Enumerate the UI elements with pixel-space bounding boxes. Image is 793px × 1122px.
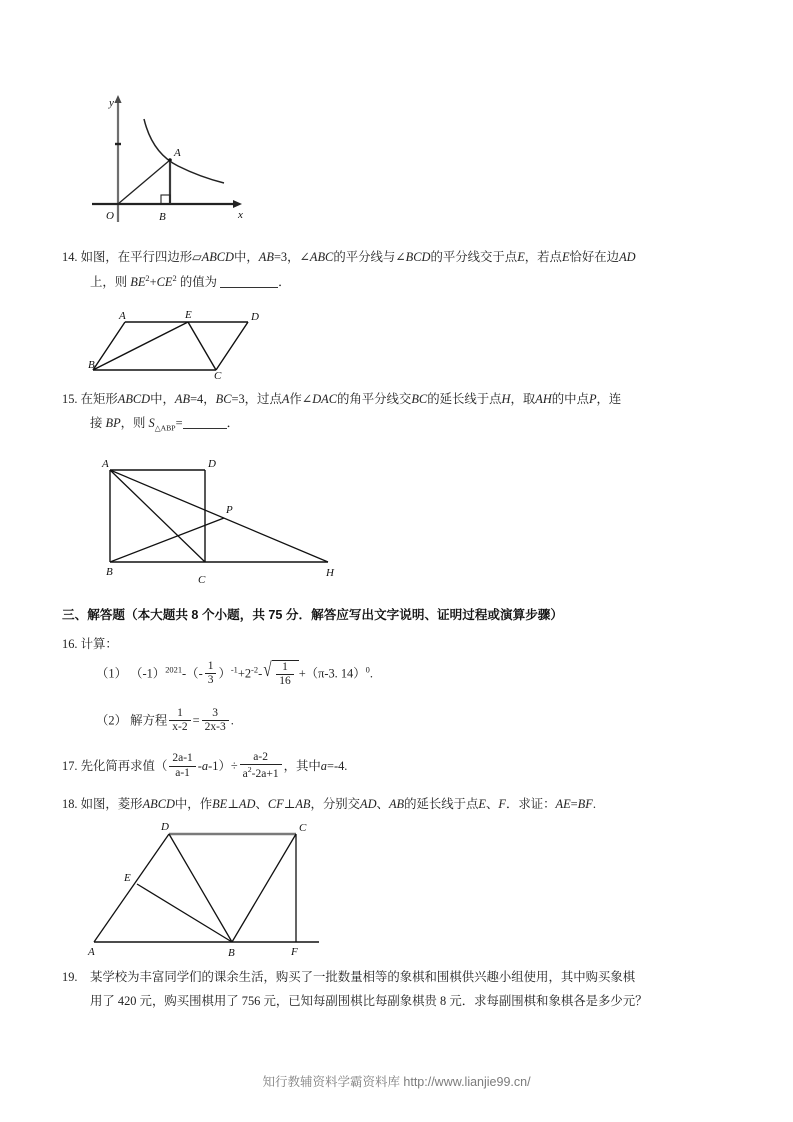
q15-fig-label-c: C xyxy=(198,574,206,586)
q14-be-exponent: 2 xyxy=(145,272,150,283)
q14-plus: + xyxy=(149,274,157,289)
q18-bf: BF xyxy=(577,797,593,811)
q15-bp: BP xyxy=(105,415,121,430)
q16-neg-one: （-1） xyxy=(130,666,166,681)
q14-period: ． xyxy=(278,274,291,289)
q18-fig-label-e: E xyxy=(124,872,131,884)
q14-fig-label-d: D xyxy=(251,311,259,323)
q16-exp-2021: 2021 xyxy=(165,664,183,675)
q16-lhs-denominator: x-2 xyxy=(172,721,188,734)
q16-close-paren: ） xyxy=(218,666,231,681)
q16-exp-0: 0 xyxy=(365,664,370,675)
q15-number: 15. xyxy=(62,392,78,406)
q14-angle-abc: ABC xyxy=(309,250,334,264)
q16-title: 计算： xyxy=(80,637,118,651)
q16-part1-period: . xyxy=(369,666,373,681)
q16-part2-rhs-fraction xyxy=(202,707,229,734)
q15-t10: ，连 xyxy=(596,392,622,406)
q18-t7: 、 xyxy=(376,797,389,811)
q16-sqrt-denominator: 16 xyxy=(279,675,291,688)
q14-point-e-2: E xyxy=(561,250,570,264)
q18-ae: AE xyxy=(555,797,571,811)
q14-ce-exponent: 2 xyxy=(172,272,177,283)
q18-t9: 、 xyxy=(486,797,499,811)
q17-f2-denominator xyxy=(240,765,282,781)
q18-t5: ⊥ xyxy=(283,797,296,811)
q14-ab-value: =3，∠ xyxy=(273,250,310,264)
figure13-label-y: y xyxy=(109,97,114,109)
q15-l2a: 接 xyxy=(90,415,103,430)
figure-rhombus-abcd xyxy=(84,818,334,958)
q15-ah: AH xyxy=(535,392,552,406)
q19-number: 19. xyxy=(62,970,78,984)
q18-fig-label-d: D xyxy=(161,821,169,833)
q18-be: BE xyxy=(212,797,228,811)
q16-part2-lhs-fraction xyxy=(169,707,190,734)
q18-t2: 中，作 xyxy=(174,797,213,811)
page-footer: 知行教辅资料学霸资料库 http://www.lianjie99.cn/ xyxy=(262,1075,531,1089)
q14-text-7: 上，则 xyxy=(90,274,128,289)
q16-minus1: -（- xyxy=(182,666,203,681)
q16-frac1-numerator: 1 xyxy=(205,660,217,674)
q15-equals: = xyxy=(175,415,183,430)
q14-abcd: ABCD xyxy=(201,250,235,264)
q15-fig-label-h: H xyxy=(326,567,334,579)
q18-t3: ⊥ xyxy=(227,797,239,811)
q15-area-subscript: △ABP xyxy=(154,423,176,433)
figure13-label-x: x xyxy=(238,209,243,221)
q15-period: ． xyxy=(226,415,239,430)
q15-fig-label-p: P xyxy=(226,504,233,516)
q16-plus-2: +2 xyxy=(237,666,252,681)
q16-part-1 xyxy=(96,660,756,689)
q17-f2-den-exponent: 2 xyxy=(247,765,252,775)
q15-t3: =4， xyxy=(190,392,216,406)
q14-fig-label-c: C xyxy=(214,370,222,380)
q14-text-5: ，若点 xyxy=(524,250,562,264)
q17-variable-a: a xyxy=(201,758,209,773)
q15-t8: ，取 xyxy=(510,392,536,406)
q14-ad: AD xyxy=(619,250,636,264)
q16-line1 xyxy=(62,633,752,657)
q17-t4: ，其中 xyxy=(283,758,321,773)
q15-t1: 在矩形 xyxy=(80,392,118,406)
q19-line2: 用了 420 元，购买围棋用了 756 元，已知每副围棋比每副象棋贵 8 元．求每副围棋和象棋各是多少元？ xyxy=(90,993,648,1008)
q18-t12: . xyxy=(592,797,596,811)
q18-ab: AB xyxy=(295,797,311,811)
q15-angle-dac: DAC xyxy=(312,392,337,406)
q18-number: 18. xyxy=(62,797,78,811)
q16-minus-sqrt: - xyxy=(258,666,263,681)
q16-part2-equals: = xyxy=(192,713,200,728)
q14-line1 xyxy=(62,246,752,270)
q15-ab: AB xyxy=(174,392,191,406)
q14-line2 xyxy=(62,270,752,295)
q18-t1: 如图，菱形 xyxy=(80,797,143,811)
q16-fraction-one-third xyxy=(205,660,217,687)
q16-lhs-numerator: 1 xyxy=(169,707,190,721)
q15-answer-blank[interactable] xyxy=(183,416,227,429)
q16-part2-text: 解方程 xyxy=(130,713,168,728)
q18-fig-label-b: B xyxy=(228,947,235,958)
q16-part1-label: （1） xyxy=(96,666,127,681)
q15-area-symbol: S xyxy=(148,415,155,430)
q19-line1: 某学校为丰富同学们的课余生活，购买了一批数量相等的象棋和围棋供兴趣小组使用，其中购买象棋 xyxy=(90,970,636,984)
q19-number-wrap xyxy=(62,966,78,990)
q14-point-e: E xyxy=(517,250,525,264)
q14-answer-blank[interactable] xyxy=(220,275,278,288)
q14-angle-bcd: BCD xyxy=(405,250,431,264)
question-18 xyxy=(62,793,762,817)
q14-number: 14. xyxy=(62,250,78,264)
section-3-heading: 三、解答题（本大题共 8 个小题，共 75 分．解答应写出文字说明、证明过程或演算步骤） xyxy=(62,608,563,622)
q18-fig-label-c: C xyxy=(299,822,307,834)
q16-exp-minus1: -1 xyxy=(230,664,238,675)
q17-f2-den-a: a xyxy=(242,768,248,781)
radical-icon: √ xyxy=(263,659,272,681)
q18-ad-2: AD xyxy=(360,797,377,811)
q14-text-3: 的平分线与∠ xyxy=(333,250,406,264)
q15-bc-2: BC xyxy=(411,392,428,406)
figure-parallelogram-abcd xyxy=(88,308,268,380)
q17-f2-numerator: a-2 xyxy=(240,751,282,765)
q18-t6: ，分别交 xyxy=(310,797,361,811)
q18-t11: = xyxy=(570,797,578,811)
q15-t6: 的角平分线交 xyxy=(337,392,412,406)
q16-part2-label: （2） xyxy=(96,713,127,728)
q15-t5: 作∠ xyxy=(289,392,313,406)
q14-fig-label-e: E xyxy=(185,309,192,321)
q18-t4: 、 xyxy=(255,797,268,811)
q15-line1 xyxy=(62,388,752,412)
q15-abcd: ABCD xyxy=(117,392,151,406)
figure-rectangle-abcd-h xyxy=(80,452,365,587)
q15-fig-label-b: B xyxy=(106,566,113,578)
q15-t2: 中， xyxy=(150,392,175,406)
q17-t1: 先化简再求值（ xyxy=(80,758,168,773)
q14-text-4: 的平分线交于点 xyxy=(430,250,518,264)
q18-point-f: F xyxy=(498,797,506,811)
q14-text-1: 如图，在平行四边形 xyxy=(80,250,193,264)
q14-be: BE xyxy=(130,274,146,289)
q15-point-h: H xyxy=(501,392,511,406)
q18-t8: 的延长线于点 xyxy=(404,797,479,811)
question-15 xyxy=(62,388,752,436)
q14-parallelogram-symbol: ▱ xyxy=(192,250,202,264)
q14-fig-label-a: A xyxy=(119,310,126,322)
q16-plus-pi: +（π-3. 14） xyxy=(298,666,366,681)
q15-fig-label-a: A xyxy=(102,458,109,470)
q17-f1-numerator: 2a-1 xyxy=(169,752,195,766)
q16-part2-period: . xyxy=(230,713,234,728)
q18-t10: ．求证： xyxy=(505,797,556,811)
q17-fraction-2 xyxy=(240,751,282,781)
q15-fig-label-d: D xyxy=(208,458,216,470)
q17-f2-den-b: -2a+1 xyxy=(251,768,279,781)
question-16 xyxy=(62,633,752,657)
figure13-label-b: B xyxy=(159,211,166,223)
q16-rhs-denominator: 2x-3 xyxy=(204,721,226,734)
q16-rhs-numerator: 3 xyxy=(202,707,229,721)
q14-text-2: 中， xyxy=(234,250,259,264)
figure-hyperbola-oab xyxy=(86,92,256,232)
q15-t7: 的延长线于点 xyxy=(427,392,502,406)
q14-ce: CE xyxy=(156,274,173,289)
q18-ad: AD xyxy=(238,797,256,811)
q15-t4: =3，过点 xyxy=(231,392,282,406)
q17-fraction-1 xyxy=(169,752,195,779)
q14-fig-label-b: B xyxy=(88,359,95,371)
q18-cf: CF xyxy=(267,797,284,811)
q18-fig-label-f: F xyxy=(291,946,298,958)
q18-fig-label-a: A xyxy=(88,946,95,958)
q16-sqrt-numerator: 1 xyxy=(276,661,294,675)
q14-text-8: 的值为 xyxy=(179,274,217,289)
q15-l2b: ，则 xyxy=(120,415,146,430)
q17-t2: - xyxy=(197,758,202,773)
question-14 xyxy=(62,246,752,294)
question-17 xyxy=(62,752,752,782)
q17-number: 17. xyxy=(62,758,78,773)
q16-frac1-denominator: 3 xyxy=(207,674,214,687)
figure13-label-a: A xyxy=(174,147,181,159)
q16-sqrt-radicand xyxy=(272,660,299,689)
q17-t5: =-4. xyxy=(326,758,348,773)
q18-abcd: ABCD xyxy=(142,797,175,811)
q14-text-6: 恰好在边 xyxy=(569,250,620,264)
q15-t9: 的中点 xyxy=(551,392,589,406)
q14-ab: AB xyxy=(258,250,274,264)
q18-ab-2: AB xyxy=(388,797,405,811)
q16-exp-minus2: -2 xyxy=(251,664,259,675)
q16-part-2 xyxy=(96,708,756,735)
q15-point-a: A xyxy=(281,392,290,406)
figure13-label-o: O xyxy=(106,210,114,222)
q15-point-p: P xyxy=(588,392,597,406)
q15-bc: BC xyxy=(215,392,232,406)
q18-point-e: E xyxy=(478,797,486,811)
q16-sqrt-one-sixteenth xyxy=(262,660,298,689)
q16-number: 16. xyxy=(62,637,78,651)
q17-t3: -1）÷ xyxy=(208,758,238,773)
q17-variable-a-2: a xyxy=(320,758,327,773)
q17-f1-denominator: a-1 xyxy=(175,766,190,779)
question-19 xyxy=(62,966,762,1013)
q15-line2 xyxy=(62,412,752,436)
